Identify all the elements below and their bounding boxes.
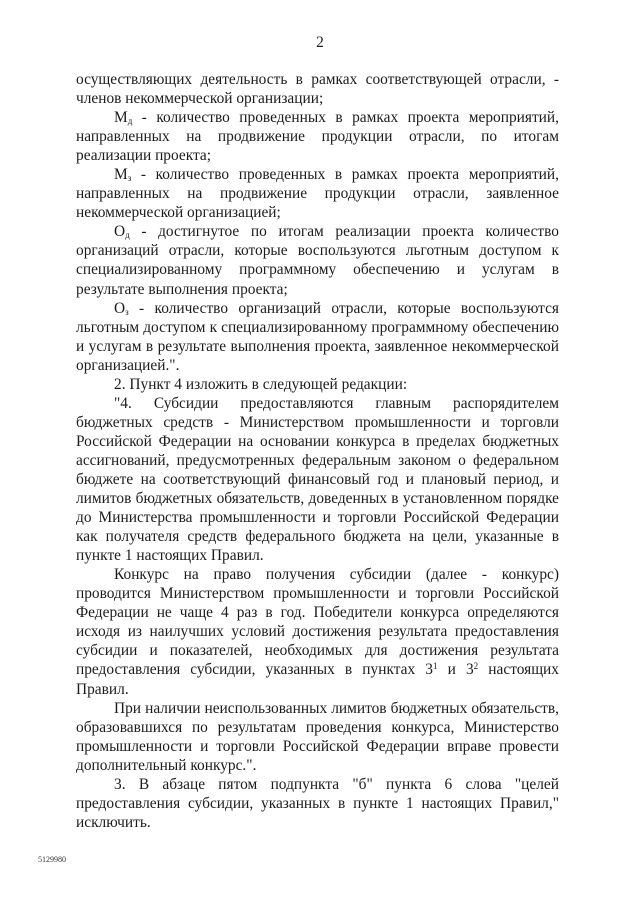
p-mz-definition — [76, 165, 559, 222]
text-run: 2. Пункт 4 изложить в следующей редакции: — [114, 375, 408, 393]
text-run: М — [114, 166, 128, 184]
p-members-continuation — [76, 70, 559, 108]
document-body — [76, 70, 559, 832]
text-run: настоящих Правил. — [76, 661, 559, 698]
text-run: "4. Субсидии предоставляются главным распорядителем бюджетных средств - Министерством промышленности и торговли Российской Федерации на основании конкурса в пределах бюджетных ассигнований, предусмотренных федеральным законом о федеральном бюджете на соответствующий финансовый год и плановый период, и лимитов бюджетных обязательств, доведенных в установленном порядке до Министерства промышленности и торговли Российской Федерации как получателя средств федерального бюджета на цели, указанные в пункте 1 настоящих Правил. — [76, 394, 559, 565]
page-number: 2 — [316, 34, 324, 51]
text-run: - достигнутое по итогам реализации проекта количество организаций отрасли, которые воспользуются льготным доступом к специализированному программному обеспечению и услугам в результате выполнения проекта; — [76, 223, 559, 298]
document-code: 5129980 — [38, 855, 66, 864]
p-oz-definition — [76, 299, 559, 375]
subscript-index: з — [127, 173, 132, 184]
text-run: - количество проведенных в рамках проекта мероприятий, направленных на продвижение продукции отрасли, заявленное некоммерческой организацией; — [76, 166, 559, 222]
p-item-2 — [76, 375, 559, 394]
text-run: О — [114, 299, 126, 317]
text-run: М — [114, 109, 128, 127]
text-run: 3. В абзаце пятом подпункта "б" пункта 6 слова "целей предоставления субсидии, указанных в пункте 1 настоящих Правил," исключить. — [76, 775, 559, 831]
p-additional-contest — [76, 699, 559, 775]
p-item-3 — [76, 775, 559, 832]
text-run: осуществляющих деятельность в рамках соответствующей отрасли, - членов некоммерческой организации; — [76, 71, 559, 108]
text-run: О — [114, 223, 126, 241]
p-point-4 — [76, 394, 559, 565]
subscript-index: з — [125, 306, 129, 317]
text-run: При наличии неиспользованных лимитов бюджетных обязательств, образовавшихся по результатам проведения конкурса, Министерство промышленности и торговли Российской Федерации вправе провести дополнительный конкурс.". — [76, 699, 559, 774]
text-run: Конкурс на право получения субсидии (далее - конкурс) проводится Министерством промышленности и торговли Российской Федерации не чаще 4 раз в год. Победители конкурса определяются исходя из наилучших условий достижения результата предоставления субсидии и показателей, необходимых для достижения результата предоставления субсидии, указанных в пунктах 3 — [76, 566, 559, 679]
p-od-definition — [76, 222, 559, 298]
text-run: и 3 — [437, 661, 474, 679]
superscript-index: 2 — [473, 661, 479, 672]
subscript-index: д — [127, 116, 133, 127]
p-contest — [76, 565, 559, 698]
superscript-index: 1 — [432, 661, 438, 672]
text-run: - количество организаций отрасли, которые воспользуются льготным доступом к специализированному программному обеспечению и услугам в результате выполнения проекта, заявленное некоммерческой организацией.". — [76, 299, 559, 374]
p-md-definition — [76, 108, 559, 165]
subscript-index: д — [125, 230, 130, 241]
text-run: - количество проведенных в рамках проекта мероприятий, направленных на продвижение продукции отрасли, по итогам реализации проекта; — [76, 109, 559, 165]
